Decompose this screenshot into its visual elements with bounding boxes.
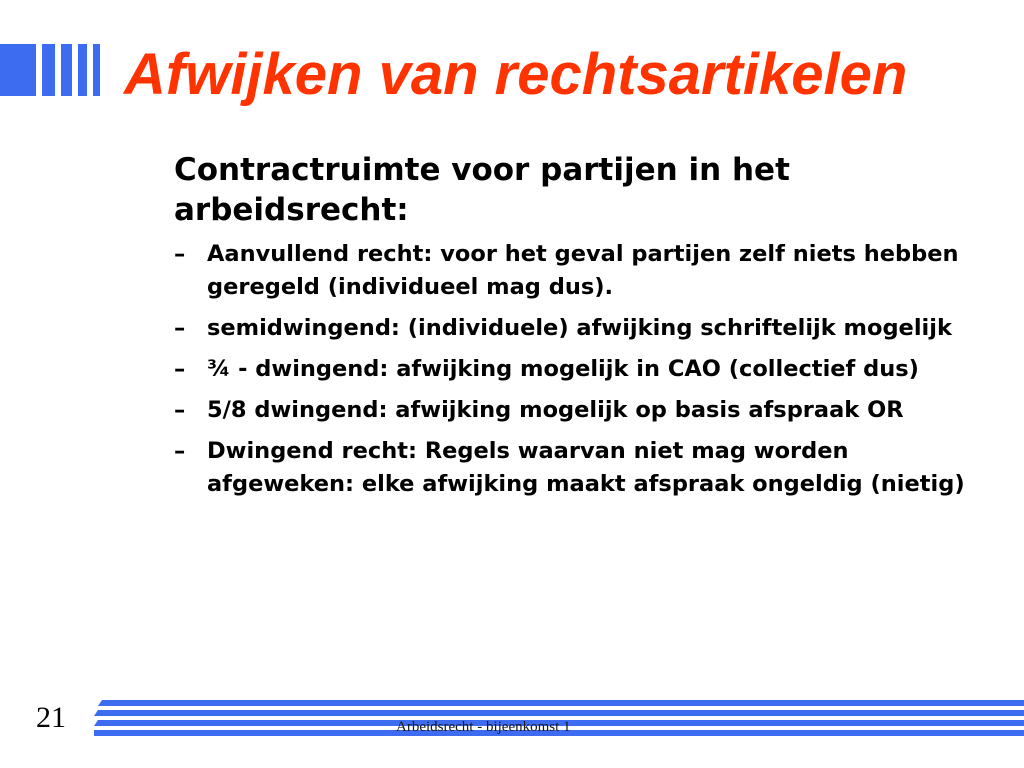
bullet-dash: – [174, 241, 186, 267]
striped-bars-logo-icon [0, 44, 104, 96]
bullet-item [174, 353, 984, 386]
body-heading: Contractruimte voor partijen in het arbeidsrecht: [174, 152, 790, 228]
bullet-dash: – [174, 438, 186, 464]
bullet-text: Aanvullend recht: voor het geval partijen zelf niets hebben geregeld (individueel mag dus). [207, 241, 959, 300]
bullet-item [174, 312, 984, 345]
bullet-text: ¾ - dwingend: afwijking mogelijk in CAO (collectief dus) [207, 356, 919, 382]
bullet-dash: – [174, 397, 186, 423]
bullet-dash: – [174, 356, 186, 382]
page-number: 21 [36, 701, 66, 734]
bullet-item [174, 238, 984, 304]
bullet-dash: – [174, 315, 186, 341]
bullet-text: 5/8 dwingend: afwijking mogelijk op basis afspraak OR [207, 397, 904, 423]
footer-text: Arbeidsrecht - bijeenkomst 1 [396, 719, 571, 735]
bullet-text: Dwingend recht: Regels waarvan niet mag worden afgeweken: elke afwijking maakt afspraak ongeldig (nietig) [207, 438, 965, 497]
bullet-text: semidwingend: (individuele) afwijking schriftelijk mogelijk [207, 315, 952, 341]
bullet-list [174, 238, 984, 501]
bullet-item [174, 435, 984, 501]
slide-body [174, 150, 984, 509]
slide-title: Afwijken van rechtsartikelen [124, 42, 908, 107]
bullet-item [174, 394, 984, 427]
